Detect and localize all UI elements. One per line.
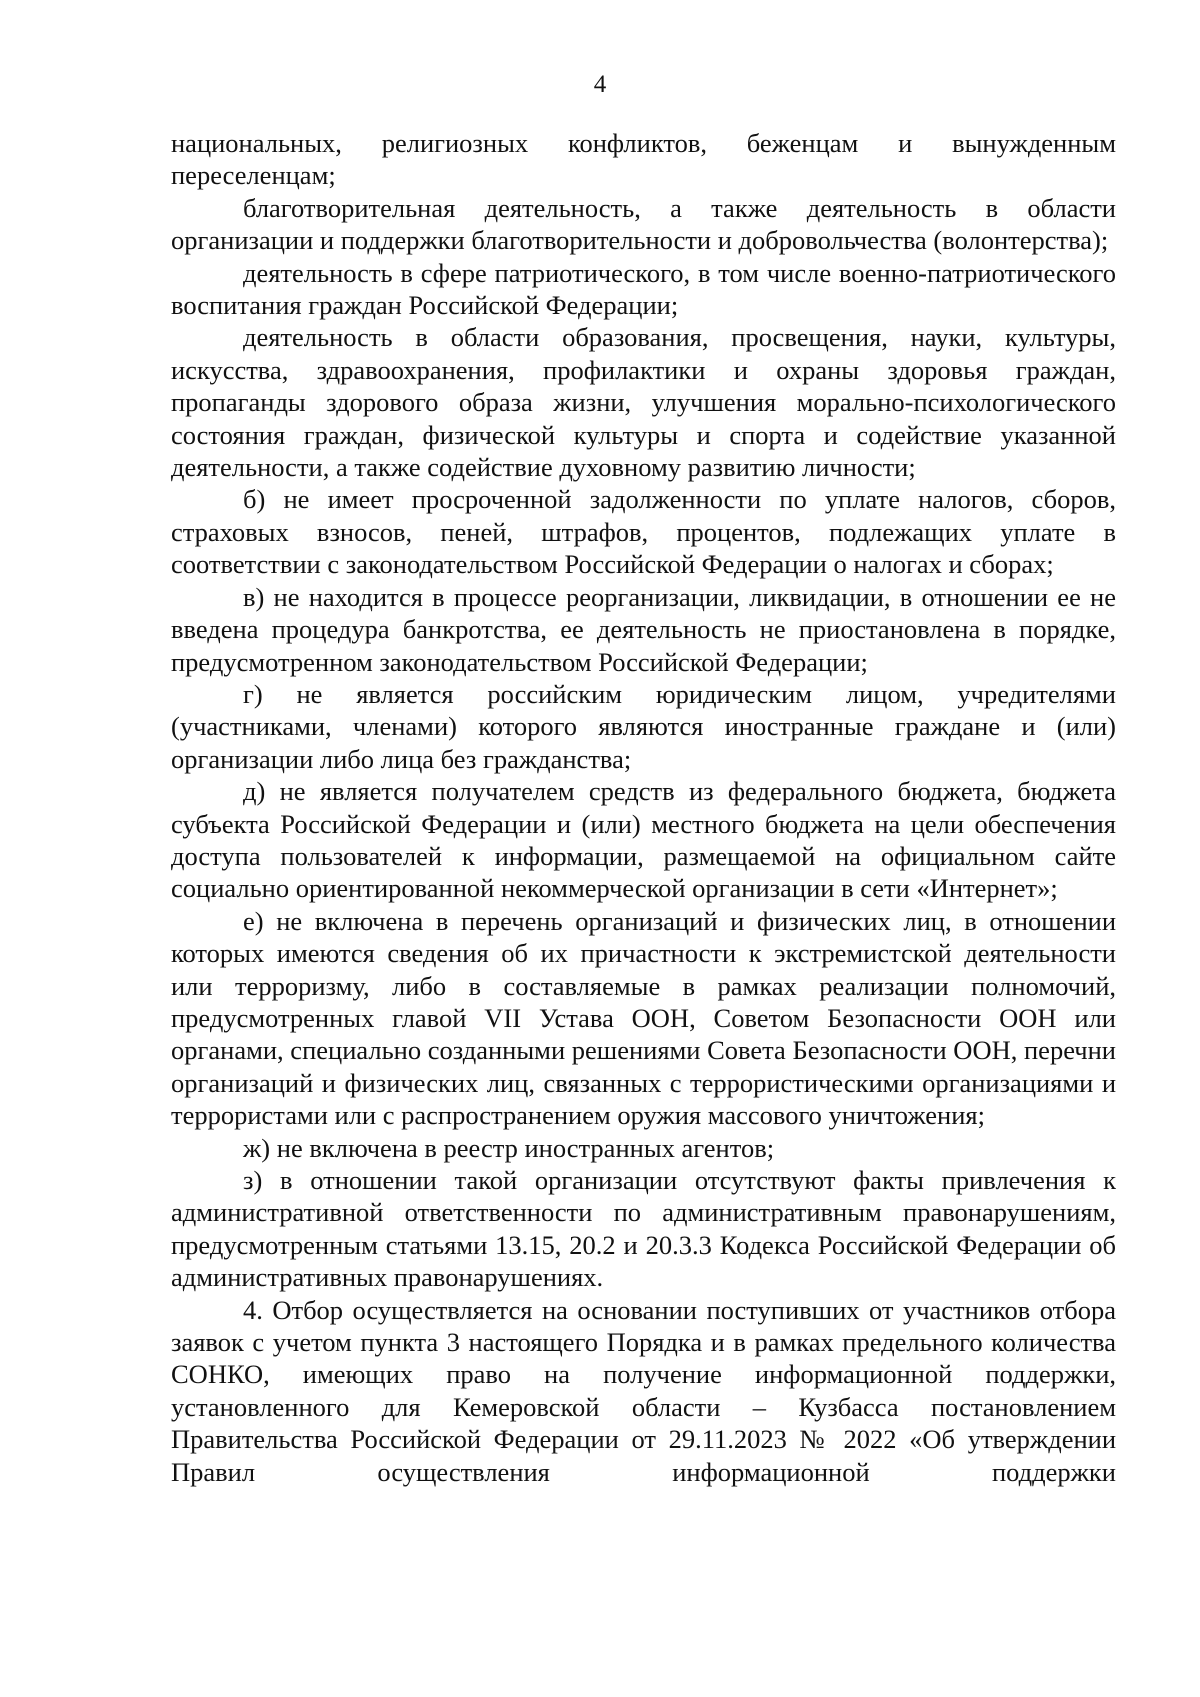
paragraph-2: благотворительная деятельность, а также деятельность в области организации и поддержки благотворительности и добровольчества (волонтерства); xyxy=(171,192,1116,256)
paragraph-12: 4. Отбор осуществляется на основании поступивших от участников отбора заявок с учетом пункта 3 настоящего Порядка и в рамках предельного количества СОНКО, имеющих право на получение информационной поддержки, установленного для Кемеровской области – Кузбасса постановлением Правительства Российской Федерации от 29.11.2023 № 2022 «Об утверждении Правил осуществления информационной поддержки xyxy=(171,1294,1116,1487)
paragraph-11: з) в отношении такой организации отсутствуют факты привлечения к административной ответственности по административным правонарушениям, предусмотренным статьями 13.15, 20.2 и 20.3.3 Кодекса Российской Федерации об административных правонарушениях. xyxy=(171,1165,1116,1293)
paragraph-6: в) не находится в процессе реорганизации, ликвидации, в отношении ее не введена процедура банкротства, ее деятельность не приостановлена в порядке, предусмотренном законодательством Российской Федерации; xyxy=(171,581,1116,677)
paragraph-3: деятельность в сфере патриотического, в том числе военно-патриотического воспитания граждан Российской Федерации; xyxy=(171,257,1116,321)
paragraph-7: г) не является российским юридическим лицом, учредителями (участниками, членами) которого являются иностранные граждане и (или) организации либо лица без гражданства; xyxy=(171,678,1116,774)
paragraph-9: е) не включена в перечень организаций и физических лиц, в отношении которых имеются сведения об их причастности к экстремистской деятельности или терроризму, либо в составляемые в рамках реализации полномочий, предусмотренных главой VII Устава ООН, Советом Безопасности ООН или органами, специально созданными решениями Совета Безопасности ООН, перечни организаций и физических лиц, связанных с террористическими организациями и террористами или с распространением оружия массового уничтожения; xyxy=(171,905,1116,1131)
paragraph-1: национальных, религиозных конфликтов, беженцам и вынужденным переселенцам; xyxy=(171,128,1116,191)
paragraph-10: ж) не включена в реестр иностранных агентов; xyxy=(243,1132,775,1163)
paragraph-8: д) не является получателем средств из федерального бюджета, бюджета субъекта Российской Федерации и (или) местного бюджета на цели обеспечения доступа пользователей к информации, размещаемой на официальном сайте социально ориентированной некоммерческой организации в сети «Интернет»; xyxy=(171,776,1116,904)
paragraph-4: деятельность в области образования, просвещения, науки, культуры, искусства, здравоохранения, профилактики и охраны здоровья граждан, пропаганды здорового образа жизни, улучшения морально-психологического состояния граждан, физической культуры и спорта и содействие указанной деятельности, а также содействие духовному развитию личности; xyxy=(171,322,1116,483)
paragraph-5: б) не имеет просроченной задолженности по уплате налогов, сборов, страховых взносов, пеней, штрафов, процентов, подлежащих уплате в соответствии с законодательством Российской Федерации о налогах и сборах; xyxy=(171,484,1116,580)
document-body xyxy=(171,127,1116,1488)
page-number: 4 xyxy=(593,71,607,98)
